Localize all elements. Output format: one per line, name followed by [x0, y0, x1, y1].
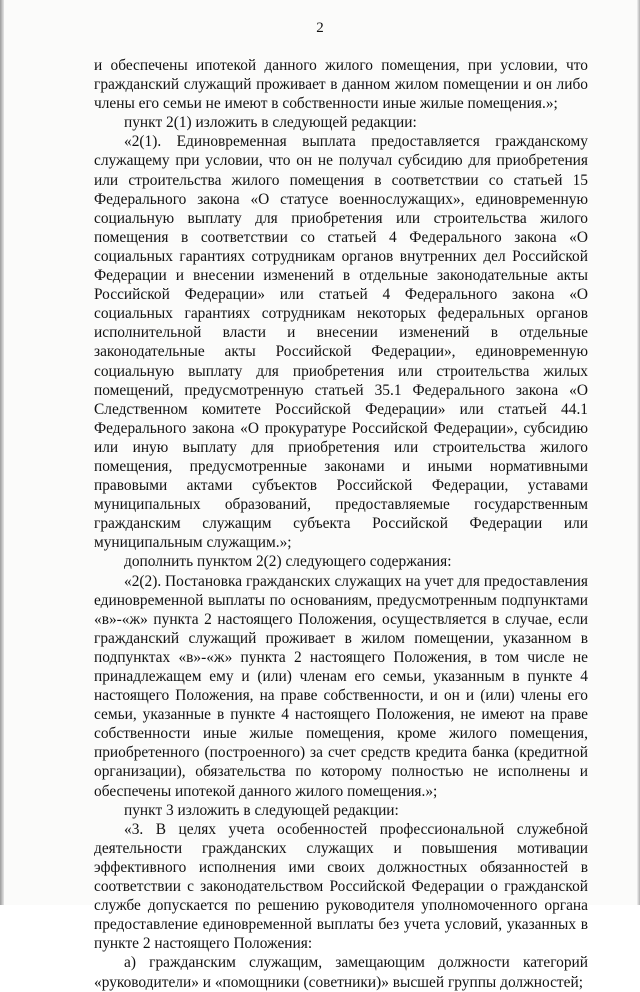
paragraph-amendment-2-1-intro: пункт 2(1) изложить в следующей редакции: — [124, 114, 417, 132]
paragraph-clause-2-1: «2(1). Единовременная выплата предоставляется гражданскому служащему при условии, что он не получал субсидию для приобретения или строительства жилого помещения в соответствии со статьей 15 Федерального закона «О статусе военнослужащих», единовременную социальную выплату для приобретения или строительства жилого помещения в соответствии со статьей 4 Федерального закона «О социальных гарантиях сотрудникам органов внутренних дел Российской Федерации и внесении изменений в отдельные законодательные акты Российской Федерации» или статьей 4 Федерального закона «О социальных гарантиях сотрудникам некоторых федеральных органов исполнительной власти и внесении изменений в отдельные законодательные акты Российской Федерации», единовременную социальную выплату для приобретения или строительства жилых помещений, предусмотренную статьей 35.1 Федерального закона «О Следственном комитете Российской Федерации» или статьей 44.1 Федерального закона «О прокуратуре Российской Федерации», субсидию или иную выплату для приобретения или строительства жилого помещения, предусмотренные законами и иными нормативными правовыми актами субъектов Российской Федерации, уставами муниципальных образований, предоставляемые государственным гражданским служащим субъекта Российской Федерации или муниципальным служащим.»; — [94, 133, 588, 552]
scan-edge-left — [0, 0, 4, 905]
paragraph-amendment-3-intro: пункт 3 изложить в следующей редакции: — [124, 801, 399, 819]
page-number: 2 — [316, 20, 324, 36]
paragraph-clause-2-2: «2(2). Постановка гражданских служащих на учет для предоставления единовременной выплаты по основаниям, предусмотренным подпунктами «в»-«ж» пункта 2 настоящего Положения, осуществляется в случае, если гражданский служащий проживает в жилом помещении, указанном в подпунктах «в»-«ж» пункта 2 настоящего Положения, в том числе не принадлежащем ему и (или) членам его семьи, указанным в пункте 4 настоящего Положения, на праве собственности, и он и (или) члены его семьи, указанные в пункте 4 настоящего Положения, не имеют на праве собственности иные жилые помещения, кроме жилого помещения, приобретенного (построенного) за счет средств кредита банка (кредитной организации), обязательства по которому полностью не исполнены и обеспечены ипотекой данного жилого помещения.»; — [94, 572, 588, 800]
paragraph-continuation: и обеспечены ипотекой данного жилого помещения, при условии, что гражданский служащий проживает в данном жилом помещении и он либо члены его семьи не имеют в собственности иные жилые помещения.»; — [94, 57, 588, 113]
paragraph-amendment-2-2-intro: дополнить пунктом 2(2) следующего содержания: — [124, 553, 452, 571]
paragraph-clause-3-a: а) гражданским служащим, замещающим должности категорий «руководители» и «помощники (советники)» высшей группы должностей; — [94, 954, 588, 991]
document-body — [94, 56, 588, 992]
paragraph-clause-3: «3. В целях учета особенностей профессиональной служебной деятельности гражданских служащих и повышения мотивации эффективного исполнения ими своих должностных обязанностей в соответствии с законодательством Российской Федерации о гражданской службе допускается по решению руководителя уполномоченного органа предоставление единовременной выплаты без учета условий, указанных в пункте 2 настоящего Положения: — [94, 820, 588, 953]
